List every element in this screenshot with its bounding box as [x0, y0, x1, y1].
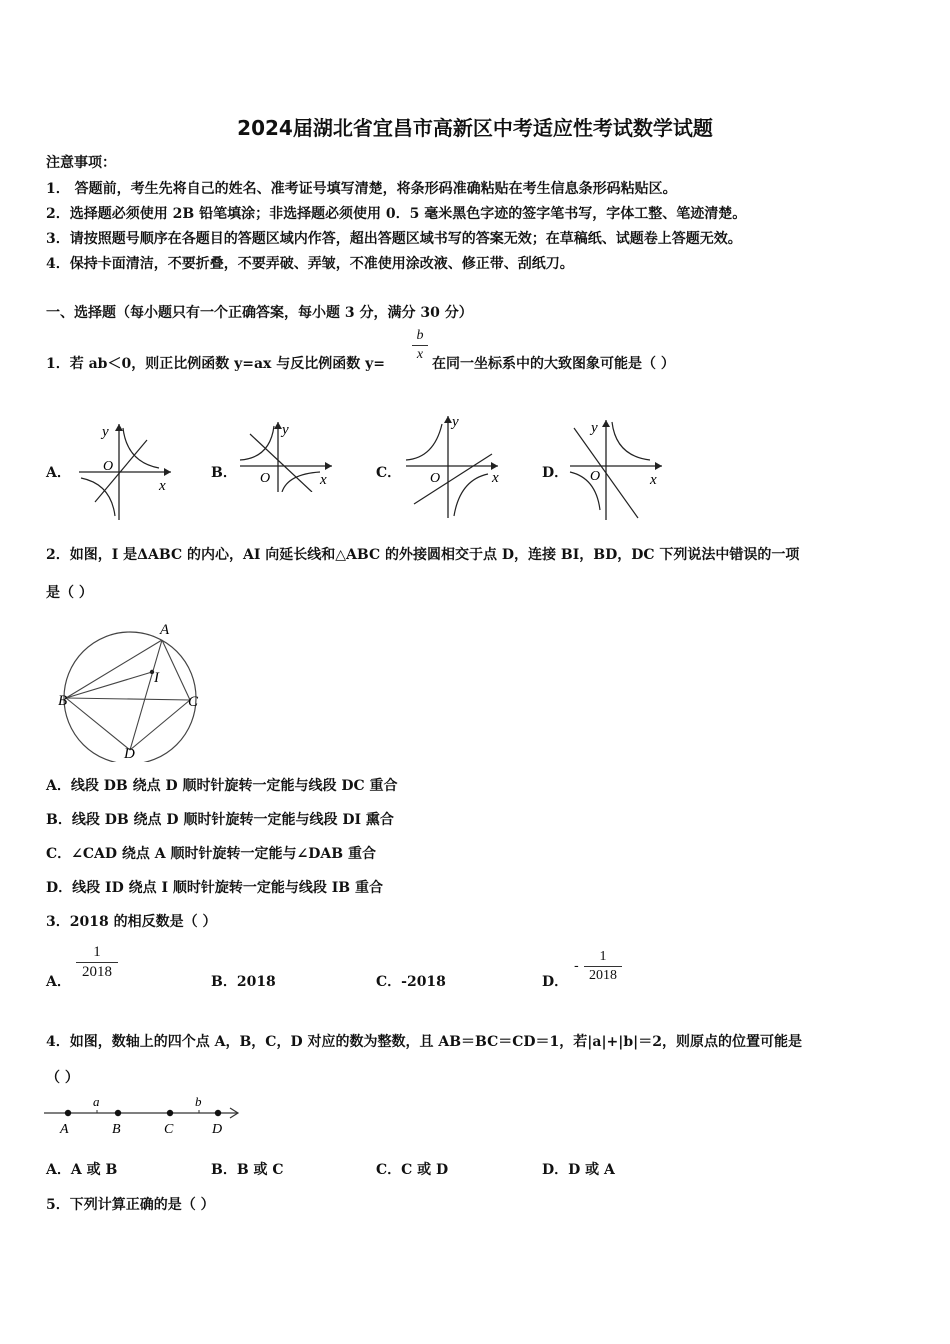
q1-fraction [412, 328, 428, 363]
q2-option-b: B．线段 DB 绕点 D 顺时针旋转一定能与线段 DI 熏合 [46, 812, 394, 828]
q4-option-c: C．C 或 D [376, 1162, 449, 1178]
q3-option-d-sign: - [574, 958, 579, 974]
q3-option-c: C．-2018 [376, 974, 446, 990]
fraction-bar [76, 962, 118, 963]
q1-option-a-label: A． [46, 465, 71, 481]
q1-stem-post: 在同一坐标系中的大致图象可能是（ ） [432, 356, 675, 372]
q4-stem-line2: （ ） [46, 1070, 79, 1086]
q3-d-num: 1 [599, 949, 607, 964]
page-title: 2024届湖北省宜昌市高新区中考适应性考试数学试题 [237, 116, 713, 140]
q2-option-d: D．线段 ID 绕点 I 顺时针旋转一定能与线段 IB 重合 [46, 880, 384, 896]
origin-label: O [430, 471, 441, 486]
q1-option-c-label: C． [376, 465, 402, 481]
origin-label: O [260, 471, 271, 486]
q3-a-num: 1 [93, 944, 101, 960]
q3-stem: 3．2018 的相反数是（ ） [46, 914, 217, 930]
q1-graph-a [75, 418, 175, 522]
q4-option-d: D．D 或 A [542, 1162, 615, 1178]
q1-graph-d [566, 414, 666, 522]
point-a-value-label: a [93, 1094, 100, 1109]
fraction-bar [584, 966, 622, 967]
point-d-label: D [124, 746, 135, 762]
q4-option-a: A．A 或 B [46, 1162, 118, 1178]
q4-stem-line1: 4．如图，数轴上的四个点 A，B，C，D 对应的数为整数，且 AB＝BC＝CD＝1，若|a|+|b|＝2，则原点的位置可能是 [46, 1034, 802, 1050]
q2-circle-figure [48, 612, 208, 762]
fraction-bar [412, 345, 428, 346]
notice-item-3: 3．请按照题号顺序在各题目的答题区域内作答，超出答题区域书写的答案无效；在草稿纸、试题卷上答题无效。 [46, 231, 742, 247]
q1-frac-num: b [416, 328, 424, 343]
q1-graph-b [236, 418, 336, 492]
point-d-label: D [212, 1122, 223, 1137]
q3-option-d-fraction [584, 949, 622, 984]
q4-number-line [44, 1092, 244, 1138]
point-b-label: B [112, 1122, 121, 1137]
axis-x-label: x [159, 478, 166, 494]
origin-label: O [103, 459, 114, 474]
point-b-label: B [58, 693, 68, 709]
notice-item-4: 4．保持卡面清洁，不要折叠，不要弄破、弄皱，不准使用涂改液、修正带、刮纸刀。 [46, 256, 574, 272]
axis-y-label: y [102, 424, 109, 440]
axis-y-label: y [282, 422, 289, 438]
q3-option-a-fraction [76, 944, 118, 981]
axis-y-label: y [591, 420, 598, 436]
q3-option-a-label: A． [46, 974, 71, 990]
point-a-label: A [160, 622, 170, 638]
axis-x-label: x [492, 470, 499, 486]
q1-option-d-label: D． [542, 465, 569, 481]
point-c-label: C [188, 694, 199, 710]
q3-option-b: B．2018 [211, 974, 276, 990]
notice-item-1: 1． 答题前，考生先将自己的姓名、准考证号填写清楚，将条形码准确粘贴在考生信息条形码粘贴区。 [46, 181, 677, 197]
point-c-label: C [164, 1122, 174, 1137]
q1-graph-c [402, 410, 502, 520]
q4-option-b: B．B 或 C [211, 1162, 284, 1178]
q2-stem-line2: 是（ ） [46, 585, 93, 601]
point-a-label: A [60, 1122, 69, 1137]
q3-a-den: 2018 [82, 964, 112, 980]
point-i-label: I [154, 670, 159, 686]
notice-heading: 注意事项： [46, 155, 116, 171]
axis-y-label: y [452, 414, 459, 430]
q2-stem-line1: 2．如图，I 是ΔABC 的内心，AI 向延长线和△ABC 的外接圆相交于点 D，连接 BI，BD，DC 下列说法中错误的一项 [46, 547, 800, 563]
q1-frac-den: x [416, 347, 424, 362]
section-heading: 一、选择题（每小题只有一个正确答案，每小题 3 分，满分 30 分） [46, 305, 473, 321]
axis-x-label: x [320, 472, 327, 488]
point-b-value-label: b [195, 1094, 202, 1109]
q5-stem: 5．下列计算正确的是（ ） [46, 1197, 215, 1213]
notice-item-2: 2．选择题必须使用 2B 铅笔填涂；非选择题必须使用 0．5 毫米黑色字迹的签字笔书写，字体工整、笔迹清楚。 [46, 206, 747, 222]
q2-option-a: A．线段 DB 绕点 D 顺时针旋转一定能与线段 DC 重合 [46, 778, 398, 794]
origin-label: O [590, 469, 601, 484]
q1-option-b-label: B． [211, 465, 237, 481]
q3-d-den: 2018 [589, 968, 617, 983]
q2-option-c: C．∠CAD 绕点 A 顺时针旋转一定能与∠DAB 重合 [46, 846, 376, 862]
axis-x-label: x [650, 472, 657, 488]
q3-option-d-label: D． [542, 974, 569, 990]
q1-stem-pre: 1．若 ab＜0，则正比例函数 y=ax 与反比例函数 y= [46, 356, 385, 372]
